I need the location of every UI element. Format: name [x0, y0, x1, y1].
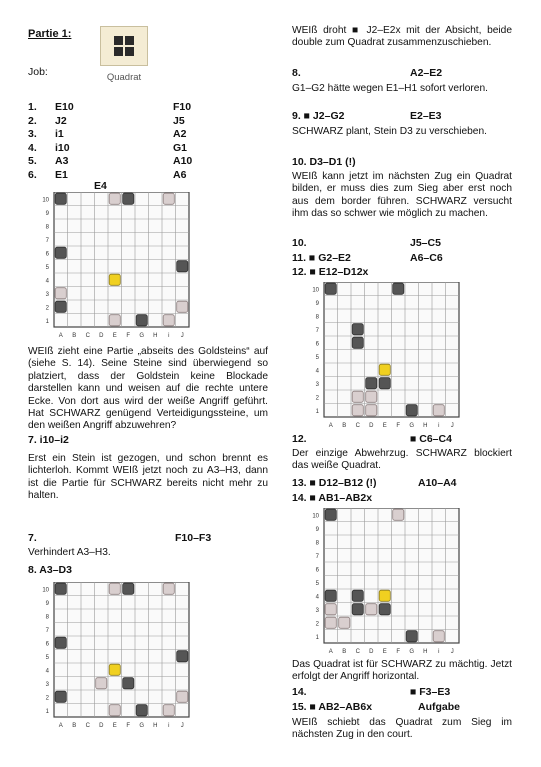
white-stone [109, 583, 120, 594]
black-stone [352, 590, 363, 601]
move-row: 2. J2 J5 [28, 114, 185, 127]
white-stone [109, 193, 120, 204]
move-white: 13. ■ D12–B12 (!) [292, 477, 377, 489]
move-row: 6. E1 A6 [28, 168, 187, 181]
row-label: 9 [315, 526, 319, 533]
col-label: G [409, 423, 415, 429]
black-stone [136, 705, 147, 716]
row-label: 6 [45, 641, 49, 648]
move-number: 12. [292, 433, 307, 445]
game-board-4 [310, 508, 463, 657]
board-svg [310, 282, 463, 431]
white-stone [352, 391, 363, 402]
row-label: 8 [315, 314, 319, 321]
move-row: 5. A3 A10 [28, 155, 193, 167]
move-e4: E4 [94, 180, 107, 192]
page-title: Partie 1: [28, 28, 72, 40]
black-stone [123, 678, 134, 689]
col-label: A [328, 649, 333, 655]
white-stone [366, 391, 377, 402]
col-label: B [72, 333, 77, 339]
black-stone [366, 378, 377, 389]
black-stone [55, 691, 66, 702]
row-label: 1 [45, 318, 49, 325]
row-label: 2 [45, 695, 49, 702]
move-white: 15. ■ AB2–AB6x [292, 701, 373, 713]
white-stone [433, 405, 444, 416]
quadrat-icon [100, 26, 148, 66]
col-label: J [180, 333, 184, 339]
col-label: J [450, 423, 454, 429]
black-stone [55, 301, 66, 312]
board-svg [40, 582, 193, 731]
col-label: G [139, 723, 145, 729]
col-label: H [423, 423, 428, 429]
row-label: 7 [45, 627, 49, 634]
col-label: H [153, 333, 158, 339]
row-label: 1 [315, 634, 319, 641]
row-label: 3 [45, 681, 49, 688]
row-label: 4 [315, 368, 319, 375]
move-number: 7. [28, 532, 37, 544]
row-label: 6 [45, 251, 49, 258]
move-black: ■ F3–E3 [410, 686, 451, 698]
col-label: C [85, 333, 90, 339]
game-board-2 [40, 582, 193, 731]
white-stone [352, 405, 363, 416]
move-row: 3. i1 A2 [28, 128, 187, 140]
col-label: D [369, 649, 374, 655]
commentary-paragraph: WEIß kann jetzt im nächsten Zug ein Quadrat bilden, er muss dies zum Sieg aber erst noch aus dem border führen. SCHWARZ versucht ihm das so schwer wie möglich zu machen. [292, 171, 512, 220]
white-stone [393, 509, 404, 520]
white-stone [163, 193, 174, 204]
white-stone [163, 315, 174, 326]
col-label: E [382, 423, 387, 429]
white-stone [55, 288, 66, 299]
col-label: F [126, 333, 131, 339]
col-label: A [328, 423, 333, 429]
row-label: 3 [315, 607, 319, 614]
commentary-paragraph: WEIß zieht eine Partie „abseits des Goldsteins“ auf (siehe S. 14). Seine Steine sind überwiegend so platziert, dass der Goldstein keine Blockade darstellen kann und weisen auf die rechte untere Ecke. Von dort aus wird der weiße Angriff geführt. Hat SCHWARZ genügend Verteidigungssteine, um den weißen Angriff abzuwehren? [28, 346, 268, 432]
game-board-1 [40, 192, 193, 341]
col-label: B [342, 423, 347, 429]
commentary-paragraph: G1–G2 hätte wegen E1–H1 sofort verloren. [292, 83, 488, 94]
white-stone [366, 604, 377, 615]
col-label: E [112, 723, 117, 729]
row-label: 3 [45, 291, 49, 298]
commentary-paragraph: Der einzige Abwehrzug. SCHWARZ blockiert das weiße Quadrat. [292, 448, 512, 472]
board-svg [40, 192, 193, 341]
white-stone [325, 617, 336, 628]
white-stone [366, 405, 377, 416]
col-label: H [153, 723, 158, 729]
row-label: 10 [42, 197, 49, 204]
col-label: C [85, 723, 90, 729]
row-label: 4 [315, 594, 319, 601]
col-label: i [168, 333, 170, 339]
move-heading: 8. A3–D3 [28, 564, 72, 576]
col-label: B [72, 723, 77, 729]
row-label: 10 [312, 287, 319, 294]
black-stone [352, 337, 363, 348]
black-stone [325, 283, 336, 294]
row-label: 5 [315, 354, 319, 361]
row-label: 8 [45, 614, 49, 621]
opening-moves [28, 101, 198, 182]
white-stone [109, 315, 120, 326]
black-stone [325, 509, 336, 520]
col-label: F [396, 423, 401, 429]
row-label: 7 [45, 237, 49, 244]
black-stone [55, 637, 66, 648]
job-label: Job: [28, 66, 48, 78]
col-label: F [396, 649, 401, 655]
row-label: 10 [312, 513, 319, 520]
move-number: 14. [292, 686, 307, 698]
black-stone [55, 583, 66, 594]
black-stone [177, 261, 188, 272]
row-label: 10 [42, 587, 49, 594]
move-number: 10. [292, 237, 307, 249]
row-label: 6 [315, 567, 319, 574]
gold-stone [109, 274, 120, 285]
col-label: A [58, 723, 63, 729]
white-stone [339, 617, 350, 628]
commentary-paragraph: Erst ein Stein ist gezogen, und schon brennt es lichterloh. Kommt WEIß jetzt noch zu A3–H3, dann ist die Partie für SCHWARZ bereits nicht mehr zu halten. [28, 453, 268, 502]
move-black: A6–C6 [410, 252, 443, 264]
black-stone [352, 604, 363, 615]
move-black: A10–A4 [418, 477, 457, 489]
row-label: 2 [315, 395, 319, 402]
col-label: C [355, 423, 360, 429]
white-stone [163, 705, 174, 716]
job-caption: Quadrat [106, 72, 142, 83]
black-stone [55, 247, 66, 258]
move-heading: 12. ■ E12–D12x [292, 266, 369, 278]
move-black: ■ C6–C4 [410, 433, 452, 445]
gold-stone [379, 364, 390, 375]
move-heading: 14. ■ AB1–AB2x [292, 492, 373, 504]
row-label: 1 [45, 708, 49, 715]
row-label: 8 [315, 540, 319, 547]
row-label: 7 [315, 327, 319, 334]
black-stone [406, 631, 417, 642]
move-row: 1. E10 F10 [28, 101, 192, 113]
col-label: F [126, 723, 131, 729]
row-label: 7 [315, 553, 319, 560]
gold-stone [109, 664, 120, 675]
move-black: F10–F3 [175, 532, 212, 544]
row-label: 5 [45, 654, 49, 661]
col-label: E [382, 649, 387, 655]
board-svg [310, 508, 463, 657]
move-number: 8. [292, 67, 301, 79]
black-stone [55, 193, 66, 204]
black-stone [177, 651, 188, 662]
black-stone [379, 378, 390, 389]
black-stone [406, 405, 417, 416]
row-label: 5 [45, 264, 49, 271]
col-label: i [168, 723, 170, 729]
row-label: 6 [315, 341, 319, 348]
col-label: J [180, 723, 184, 729]
col-label: D [99, 723, 104, 729]
white-stone [177, 301, 188, 312]
col-label: G [139, 333, 145, 339]
white-stone [325, 604, 336, 615]
row-label: 9 [45, 210, 49, 217]
black-stone [123, 583, 134, 594]
commentary-paragraph: WEIß droht ■ J2–E2x mit der Absicht, beide double zum Quadrat zusammenzuschieben. [292, 25, 512, 49]
move-row: 4. i10 G1 [28, 141, 188, 154]
col-label: E [112, 333, 117, 339]
move-white: 11. ■ G2–E2 [292, 252, 351, 264]
col-label: D [369, 423, 374, 429]
white-stone [433, 631, 444, 642]
white-stone [109, 705, 120, 716]
col-label: H [423, 649, 428, 655]
row-label: 5 [315, 580, 319, 587]
col-label: D [99, 333, 104, 339]
row-label: 8 [45, 224, 49, 231]
row-label: 3 [315, 381, 319, 388]
row-label: 1 [315, 408, 319, 415]
black-stone [393, 283, 404, 294]
move-black: Aufgabe [418, 701, 460, 713]
move-black: E2–E3 [410, 110, 442, 122]
move-heading: 10. D3–D1 (!) [292, 156, 356, 168]
col-label: A [58, 333, 63, 339]
col-label: G [409, 649, 415, 655]
commentary-paragraph: SCHWARZ plant, Stein D3 zu verschieben. [292, 126, 487, 137]
move-black: A2–E2 [410, 67, 443, 79]
row-label: 4 [45, 278, 49, 285]
white-stone [163, 583, 174, 594]
commentary-paragraph: Verhindert A3–H3. [28, 547, 111, 558]
row-label: 2 [315, 621, 319, 628]
row-label: 9 [315, 300, 319, 307]
gold-stone [379, 590, 390, 601]
black-stone [136, 315, 147, 326]
commentary-paragraph: WEIß schiebt das Quadrat zum Sieg im nächsten Zug in den court. [292, 717, 512, 741]
col-label: B [342, 649, 347, 655]
col-label: i [438, 649, 440, 655]
col-label: C [355, 649, 360, 655]
row-label: 4 [45, 668, 49, 675]
move-black: J5–C5 [410, 237, 441, 249]
black-stone [325, 590, 336, 601]
move-white: 9. ■ J2–G2 [292, 110, 345, 122]
black-stone [123, 193, 134, 204]
black-stone [352, 324, 363, 335]
row-label: 2 [45, 305, 49, 312]
white-stone [96, 678, 107, 689]
black-stone [379, 604, 390, 615]
col-label: i [438, 423, 440, 429]
commentary-paragraph: Das Quadrat ist für SCHWARZ zu mächtig. Jetzt erfolgt der Angriff horizontal. [292, 659, 512, 683]
move-heading: 7. i10–i2 [28, 434, 69, 446]
white-stone [177, 691, 188, 702]
col-label: J [450, 649, 454, 655]
game-board-3 [310, 282, 463, 431]
row-label: 9 [45, 600, 49, 607]
